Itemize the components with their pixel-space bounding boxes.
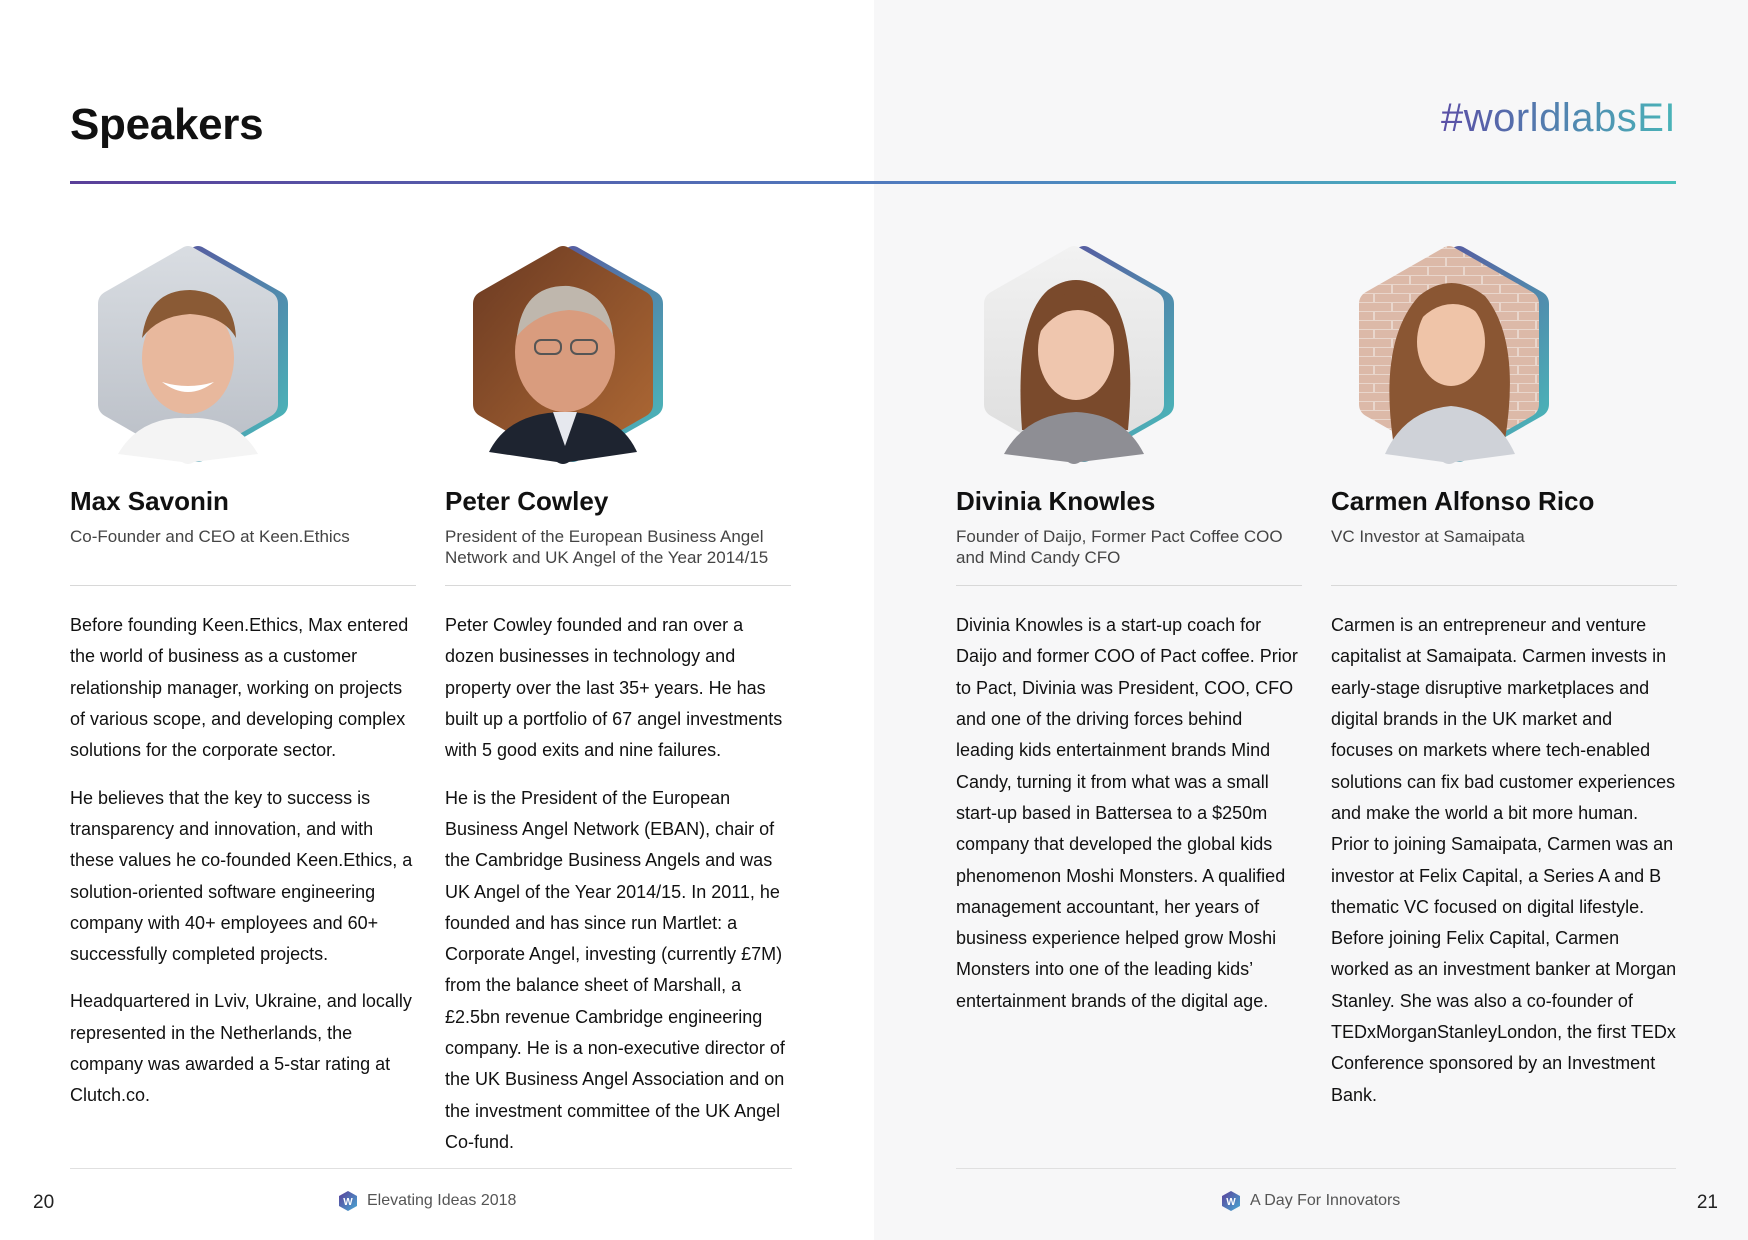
- speaker-bio: [956, 610, 1302, 1017]
- bio-paragraph: Peter Cowley founded and ran over a dozen businesses in technology and property over the last 35+ years. He has built up a portfolio of 67 angel investments with 5 good exits and nine failures.: [445, 615, 783, 761]
- speaker-photo: [78, 240, 298, 468]
- speaker-name: Carmen Alfonso Rico: [1331, 486, 1595, 516]
- speaker-card-divinia-knowles: [956, 240, 1302, 1033]
- speaker-role: Co-Founder and CEO at Keen.Ethics: [70, 527, 350, 547]
- footer-brand-text: A Day For Innovators: [1250, 1192, 1401, 1209]
- speaker-role: Founder of Daijo, Former Pact Coffee COO and Mind Candy CFO: [956, 527, 1283, 567]
- speaker-role: President of the European Business Angel Network and UK Angel of the Year 2014/15: [445, 527, 769, 567]
- footer-brand-right: [1220, 1190, 1400, 1212]
- worldlabs-logo-icon: [337, 1190, 359, 1212]
- speaker-photo: [453, 240, 673, 468]
- bio-paragraph: He is the President of the European Business Angel Network (EBAN), chair of the Cambridge Business Angels and was UK Angel of the Year 2014/15. In 2011, he founded and has since run Martlet: a Corporate Angel, investing (currently £7M) from the balance sheet of Marshall, a £2.5bn revenue Cambridge engineering company. He is a non-executive director of the UK Business Angel Association and on the investment committee of the UK Angel Co-fund.: [445, 787, 785, 1152]
- speaker-photo: [1339, 240, 1559, 468]
- speaker-card-max-savonin: [70, 240, 416, 1128]
- speaker-bio: [1331, 610, 1677, 1111]
- svg-text:W: W: [343, 1197, 353, 1208]
- bio-paragraph: Divinia Knowles is a start-up coach for Daijo and former COO of Pact coffee. Prior to Pact, Divinia was President, COO, CFO and one of the driving forces behind leading kids entertainment brands Mind Candy, turning it from what was a small start-up based in Battersea to a $250m company that developed the global kids phenomenon Moshi Monsters. A qualified management accountant, her years of business experience helped grow Moshi Monsters into one of the leading kids’ entertainment brands of the digital age.: [956, 615, 1298, 1011]
- speaker-bio: [70, 610, 416, 1111]
- speaker-name: Max Savonin: [70, 486, 229, 516]
- bio-paragraph: He believes that the key to success is transparency and innovation, and with these values he co-founded Keen.Ethics, a solution-oriented software engineering company with 40+ employees and 60+ successfully completed projects.: [70, 787, 413, 965]
- speaker-bio: [445, 610, 791, 1158]
- footer-rule-left: [70, 1168, 792, 1169]
- footer-rule-right: [956, 1168, 1676, 1169]
- worldlabs-logo-icon: [1220, 1190, 1242, 1212]
- page-title: Speakers: [70, 100, 264, 149]
- divider: [70, 585, 416, 586]
- svg-text:W: W: [1226, 1197, 1236, 1208]
- speaker-name: Peter Cowley: [445, 486, 609, 516]
- footer-brand-left: [337, 1190, 516, 1212]
- speaker-card-carmen-alfonso-rico: [1331, 240, 1677, 1127]
- bio-paragraph: Carmen is an entrepreneur and venture capitalist at Samaipata. Carmen invests in early-stage disruptive marketplaces and digital brands in the UK market and focuses on markets where tech-enabled solutions can fix bad customer experiences and make the world a bit more human. Prior to joining Samaipata, Carmen was an investor at Felix Capital, a Series A and B thematic VC focused on digital lifestyle. Before joining Felix Capital, Carmen worked as an investment banker at Morgan Stanley. She was also a co-founder of TEDxMorganStanleyLondon, the first TEDx Conference sponsored by an Investment Bank.: [1331, 615, 1677, 1105]
- divider: [1331, 585, 1677, 586]
- speaker-role: VC Investor at Samaipata: [1331, 527, 1525, 547]
- speaker-card-peter-cowley: [445, 240, 791, 1174]
- page-number-right: 21: [1696, 1192, 1718, 1213]
- bio-paragraph: Before founding Keen.Ethics, Max entered the world of business as a customer relationship manager, working on projects of various scope, and developing complex solutions for the corporate sector.: [70, 615, 409, 761]
- speaker-name: Divinia Knowles: [956, 486, 1156, 516]
- page-number-left: 20: [33, 1192, 55, 1213]
- header-gradient-rule: [70, 181, 1676, 184]
- speaker-photo: [964, 240, 1184, 468]
- hashtag: #worldlabsEI: [1440, 96, 1676, 140]
- divider: [956, 585, 1302, 586]
- bio-paragraph: Headquartered in Lviv, Ukraine, and locally represented in the Netherlands, the company was awarded a 5-star rating at Clutch.co.: [70, 991, 412, 1106]
- divider: [445, 585, 791, 586]
- footer-brand-text: Elevating Ideas 2018: [367, 1192, 517, 1209]
